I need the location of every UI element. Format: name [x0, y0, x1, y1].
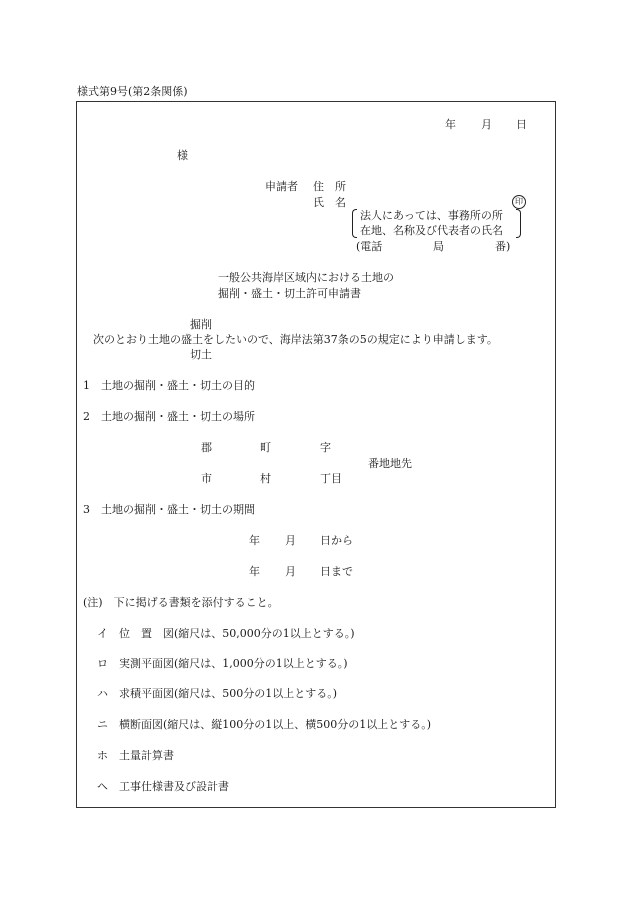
- section-purpose-heading: 1 土地の掘削・盛土・切土の目的: [83, 379, 255, 392]
- period-from-year: 年: [249, 534, 260, 547]
- location-chome-label: 丁目: [320, 472, 342, 485]
- addressee-suffix: 様: [177, 149, 188, 162]
- body-option-excavation: 掘削: [190, 318, 212, 331]
- right-bracket: [516, 209, 521, 238]
- location-banchi-label: 番地地先: [368, 457, 412, 470]
- section-period-heading: 3 土地の掘削・盛土・切土の期間: [83, 503, 255, 516]
- period-to-year: 年: [249, 565, 260, 578]
- document-title-line1: 一般公共海岸区域内における土地の: [218, 271, 394, 284]
- location-cho-label: 町: [260, 441, 271, 454]
- note-item-cross-section: ニ 横断面図(縮尺は、縦100分の1以上、横500分の1以上とする。): [97, 718, 432, 731]
- period-from-day: 日から: [320, 534, 353, 547]
- note-item-earthwork-calc: ホ 土量計算書: [97, 749, 174, 762]
- applicant-label: 申請者: [265, 180, 298, 193]
- period-to-month: 月: [285, 565, 296, 578]
- phone-label: (電話: [356, 240, 383, 253]
- location-shi-label: 市: [201, 472, 212, 485]
- section-location-heading: 2 土地の掘削・盛土・切土の場所: [83, 410, 255, 423]
- location-mura-label: 村: [260, 472, 271, 485]
- period-from-month: 月: [285, 534, 296, 547]
- corporation-note-line1: 法人にあっては、事務所の所: [360, 209, 503, 222]
- left-bracket: [352, 209, 357, 238]
- phone-number-label: 番): [495, 240, 511, 253]
- name-label: 氏 名: [313, 196, 346, 209]
- corporation-note-line2: 在地、名称及び代表者の氏名: [360, 224, 503, 237]
- application-statement: 次のとおり土地の盛土をしたいので、海岸法第37条の5の規定により申請します。: [93, 333, 498, 346]
- address-label: 住 所: [313, 180, 346, 193]
- seal-icon: 印: [512, 195, 526, 209]
- note-item-location-map: イ 位 置 図(縮尺は、50,000分の1以上とする。): [97, 627, 355, 640]
- form-number-label: 様式第9号(第2条関係): [77, 85, 188, 98]
- note-item-area-plan: ハ 求積平面図(縮尺は、500分の1以上とする。): [97, 687, 338, 700]
- phone-exchange-label: 局: [433, 240, 444, 253]
- date-month-label: 月: [481, 118, 492, 131]
- date-year-label: 年: [445, 118, 456, 131]
- body-option-cutting: 切土: [190, 348, 212, 361]
- document-title-line2: 掘削・盛土・切土許可申請書: [218, 287, 361, 300]
- notes-heading: (注) 下に掲げる書類を添付すること。: [83, 596, 279, 609]
- location-aza-label: 字: [320, 441, 331, 454]
- location-gun-label: 郡: [201, 441, 212, 454]
- period-to-day: 日まで: [320, 565, 353, 578]
- date-day-label: 日: [516, 118, 527, 131]
- note-item-specifications: ヘ 工事仕様書及び設計書: [97, 780, 229, 793]
- note-item-survey-plan: ロ 実測平面図(縮尺は、1,000分の1以上とする。): [97, 657, 348, 670]
